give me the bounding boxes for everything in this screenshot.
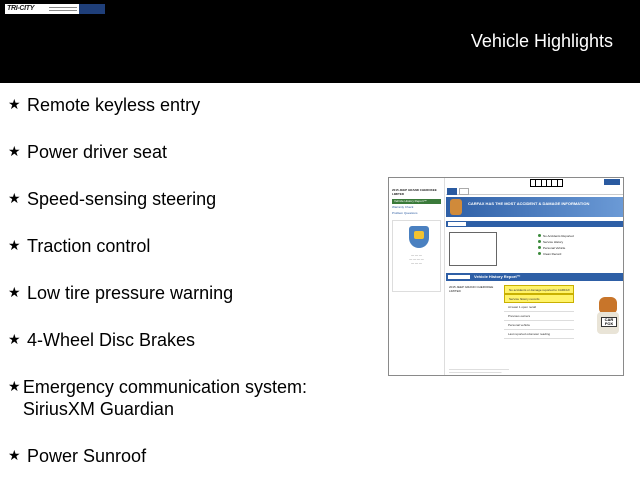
carfax-print-button[interactable] xyxy=(604,179,620,185)
carfax-report-row: At least 1 open recall xyxy=(504,303,574,312)
dealer-logo[interactable] xyxy=(5,4,105,14)
carfax-history-list xyxy=(538,233,618,257)
carfax-value-box xyxy=(449,232,497,266)
star-icon: ★ xyxy=(8,144,21,160)
carfax-dealer-badge-icon xyxy=(409,226,429,248)
carfax-report-row: Previous owners xyxy=(504,312,574,321)
feature-text: Speed-sensing steering xyxy=(27,189,217,209)
feature-text: Low tire pressure warning xyxy=(27,283,234,303)
carfax-history-item: Service History xyxy=(538,239,618,245)
carfax-mascot-icon xyxy=(595,297,621,335)
carfax-logo-icon xyxy=(530,179,563,187)
feature-text: Power Sunroof xyxy=(27,446,147,466)
feature-item xyxy=(8,141,368,188)
dealer-logo-phone-badge xyxy=(79,4,105,14)
carfax-mascot-sign: CAR FOX xyxy=(601,317,617,327)
dealer-logo-text: TRI-CITY xyxy=(7,5,35,12)
star-icon: ★ xyxy=(8,238,21,254)
header-bar xyxy=(0,0,640,83)
carfax-vehicle-title: 2015 JEEP GRAND CHEROKEE LIMITED xyxy=(392,188,437,196)
carfax-history-item: Clean Record xyxy=(538,251,618,257)
star-icon: ★ xyxy=(8,379,21,395)
feature-item xyxy=(8,94,368,141)
carfax-report-label: Vehicle History Report™ xyxy=(474,274,521,279)
star-icon: ★ xyxy=(8,332,21,348)
feature-item xyxy=(8,376,368,445)
carfax-tabs xyxy=(446,187,623,195)
carfax-report-row: Personal vehicle xyxy=(504,321,574,330)
carfax-fox-icon xyxy=(450,199,462,215)
carfax-topbar xyxy=(446,178,623,187)
feature-item xyxy=(8,329,368,376)
carfax-report-section xyxy=(446,281,623,376)
carfax-history-item: Personal Vehicle xyxy=(538,245,618,251)
carfax-tab[interactable] xyxy=(459,188,469,195)
carfax-dealer-card xyxy=(392,220,441,292)
carfax-report-vehicle: 2015 JEEP GRAND CHEROKEE LIMITED xyxy=(449,285,494,293)
carfax-menu-vhr[interactable]: Vehicle History Report™ xyxy=(392,199,441,204)
star-icon: ★ xyxy=(8,448,21,464)
carfax-value-section xyxy=(446,227,623,273)
feature-list xyxy=(8,94,368,480)
carfax-dealer-info: — — — — — — — — — — xyxy=(409,253,424,265)
carfax-report-rows xyxy=(504,285,574,339)
carfax-small-logo-icon xyxy=(448,222,466,226)
carfax-report-row: No accidents or damage reported to CARFAX xyxy=(504,285,574,294)
carfax-report-row: Service history records xyxy=(504,294,574,303)
carfax-small-logo-icon xyxy=(448,275,470,279)
carfax-menu-problems[interactable]: Problem Questions xyxy=(392,211,418,215)
carfax-banner-text: CARFAX HAS THE MOST ACCIDENT & DAMAGE INFORMATION xyxy=(468,201,590,206)
carfax-sidebar xyxy=(389,178,445,376)
carfax-report-row: Last reported odometer reading xyxy=(504,330,574,339)
feature-text: Emergency communication system: SiriusXM Guardian xyxy=(22,377,307,419)
carfax-tab-active[interactable] xyxy=(447,188,457,195)
feature-item xyxy=(8,188,368,235)
feature-text: Remote keyless entry xyxy=(27,95,201,115)
dealer-logo-tagline xyxy=(49,4,79,14)
carfax-main xyxy=(446,178,623,376)
carfax-report-thumbnail[interactable] xyxy=(388,177,624,376)
carfax-history-item: No Accidents Reported xyxy=(538,233,618,239)
feature-text: Power driver seat xyxy=(27,142,168,162)
feature-text: 4-Wheel Disc Brakes xyxy=(27,330,196,350)
star-icon: ★ xyxy=(8,191,21,207)
carfax-banner xyxy=(446,197,623,217)
page-title: Vehicle Highlights xyxy=(470,31,613,51)
feature-item xyxy=(8,282,368,329)
star-icon: ★ xyxy=(8,97,21,113)
carfax-menu-warranty[interactable]: Warranty Check xyxy=(392,205,414,209)
carfax-footnote: ———————————————————————— ————————————————————— xyxy=(449,368,509,374)
carfax-report-header xyxy=(446,273,623,281)
feature-text: Traction control xyxy=(27,236,151,256)
feature-item xyxy=(8,445,368,480)
star-icon: ★ xyxy=(8,285,21,301)
feature-item xyxy=(8,235,368,282)
